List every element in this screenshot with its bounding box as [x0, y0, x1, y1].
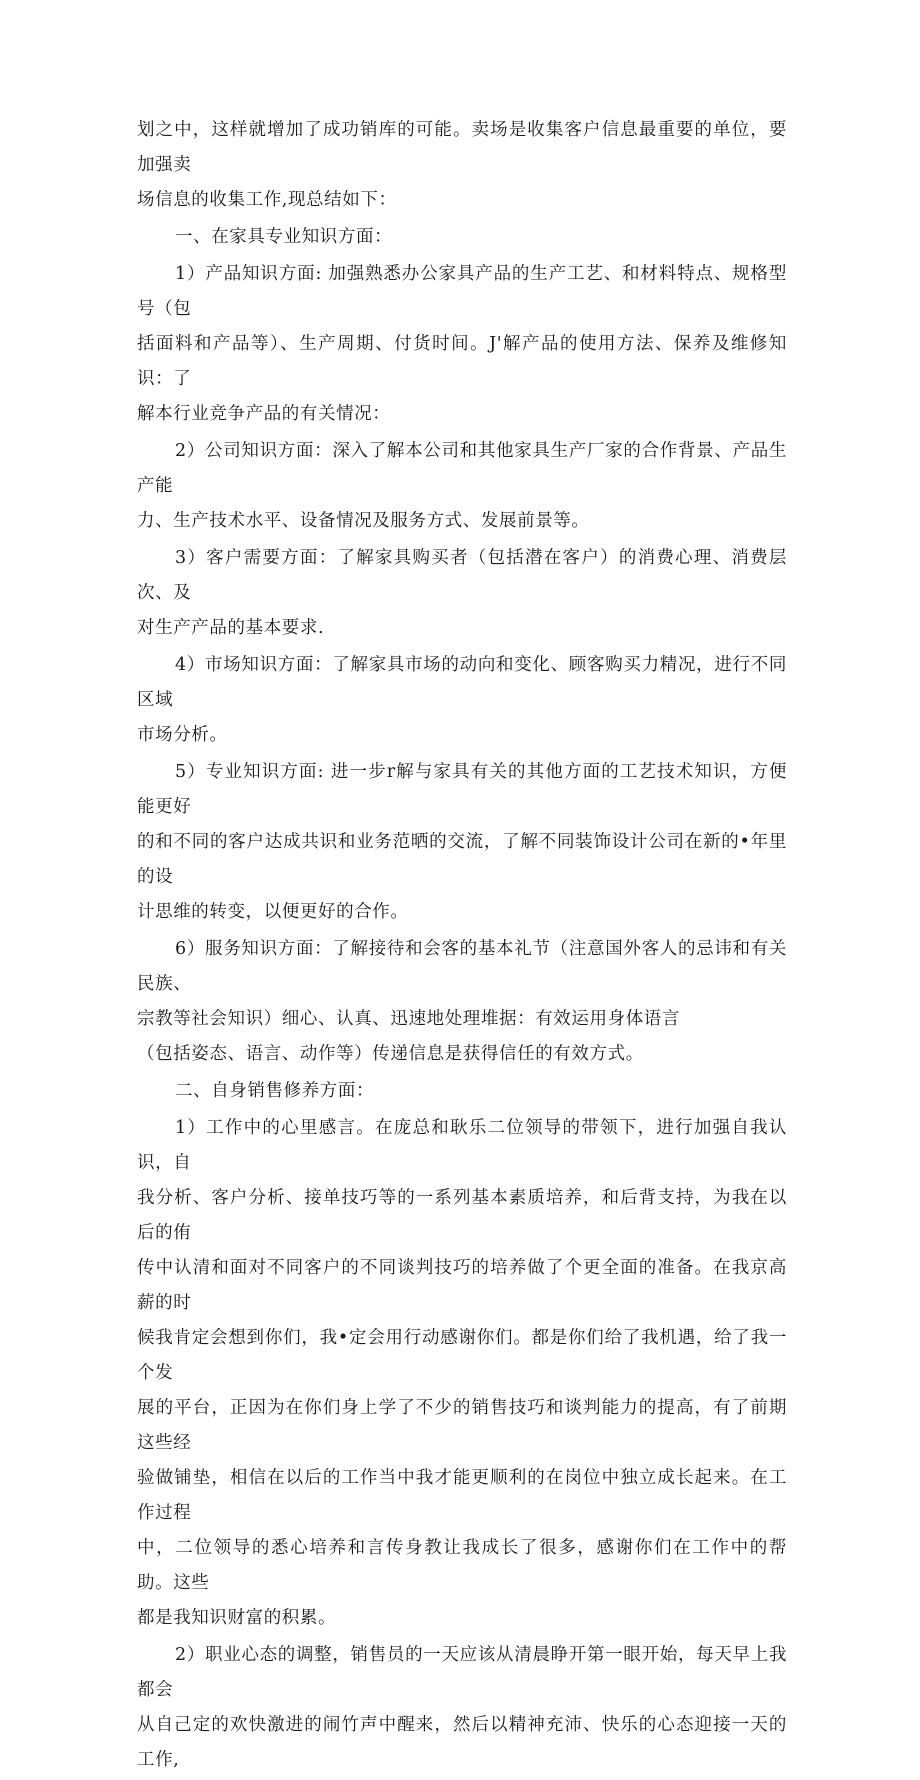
paragraph [137, 257, 787, 432]
text-line: 2）职业心态的调整，销售员的一天应该从清晨睁开第一眼开始，每天早上我都会 [137, 1645, 787, 1700]
text-line: 4）市场知识方面：了解家具市场的动向和变化、顾客购买力精况，进行不同区域 [137, 655, 787, 710]
paragraph [137, 1074, 787, 1109]
text-line: 的和不同的客户达成共识和业务范晒的交流，了解不同装饰设计公司在新的•年里的设 [137, 832, 787, 887]
text-line: 1）产品知识方面: 加强熟悉办公家具产品的生产工艺、和材料特点、规格型号（包 [137, 264, 787, 319]
text-line: 我分析、客户分析、接单技巧等的一系列基本素质培养，和后背支持，为我在以后的侑 [137, 1188, 787, 1243]
text-line: 场信息的收集工作,现总结如下： [137, 190, 397, 210]
text-line: 2）公司知识方面：深入了解本公司和其他家具生产厂家的合作背景、产品生产能 [137, 441, 787, 496]
text-line: 6）服务知识方面：了解接待和会客的基本礼节（注意国外客人的忌讳和有关民族、 [137, 939, 787, 994]
text-line: 解本行业竞争产品的有关情况： [137, 404, 391, 424]
text-line: 一、在家具专业知识方面： [175, 227, 393, 247]
paragraph [137, 1111, 787, 1636]
paragraph [137, 1638, 787, 1778]
text-line: 展的平台，正因为在你们身上学了不少的销售技巧和谈判能力的提高，有了前期这些经 [137, 1398, 787, 1453]
text-line: 二、自身销售修养方面： [175, 1081, 375, 1101]
text-line: 5）专业知识方面: 进一步r解与家具有关的其他方面的工艺技术知识，方便能更好 [137, 762, 787, 817]
paragraph [137, 648, 787, 753]
text-line: 对生产产品的基本要求. [137, 618, 325, 638]
text-line: （包括姿态、语言、动作等）传递信息是获得信任的有效方式。 [137, 1044, 644, 1064]
text-line: 从自己定的欢快激进的闹竹声中醒来，然后以精神充沛、快乐的心态迎接一天的工作, [137, 1715, 787, 1770]
text-line: 验做铺垫，相信在以后的工作当中我才能更顺利的在岗位中独立成长起来。在工作过程 [137, 1468, 787, 1523]
paragraph [137, 113, 787, 218]
text-line: 1）工作中的心里感言。在庞总和耿乐二位领导的带领下，进行加强自我认识，自 [137, 1118, 787, 1173]
text-line: 划之中，这样就增加了成功销库的可能。卖场是收集客户信息最重要的单位，要加强卖 [137, 120, 787, 175]
text-line: 宗教等社会知识）细心、认真、迅速地处理堆据：有效运用身体语言 [137, 1009, 680, 1029]
paragraph [137, 434, 787, 539]
text-line: 计思维的转变，以便更好的合作。 [137, 902, 409, 922]
text-line: 中，二位领导的悉心培养和言传身教让我成长了很多，感谢你们在工作中的帮助。这些 [137, 1538, 787, 1593]
text-line: 传中认清和面对不同客户的不同谈判技巧的培养做了个更全面的准备。在我京高薪的时 [137, 1258, 787, 1313]
paragraph [137, 220, 787, 255]
text-line: 力、生产技术水平、设备情况及服务方式、发展前景等。 [137, 511, 590, 531]
document-body [137, 113, 787, 1780]
text-line: 候我肯定会想到你们，我•定会用行动感谢你们。都是你们给了我机遇，给了我一个发 [137, 1328, 787, 1383]
paragraph [137, 932, 787, 1072]
paragraph [137, 541, 787, 646]
text-line: 市场分析。 [137, 725, 228, 745]
paragraph [137, 755, 787, 930]
text-line: 3）客户需要方面：了解家具购买者（包括潜在客户）的消费心理、消费层次、及 [137, 548, 787, 603]
text-line: 都是我知识财富的积累。 [137, 1608, 337, 1628]
text-line: 括面料和产品等）、生产周期、付货时间。J'解产品的使用方法、保养及维修知识：了 [137, 334, 787, 389]
